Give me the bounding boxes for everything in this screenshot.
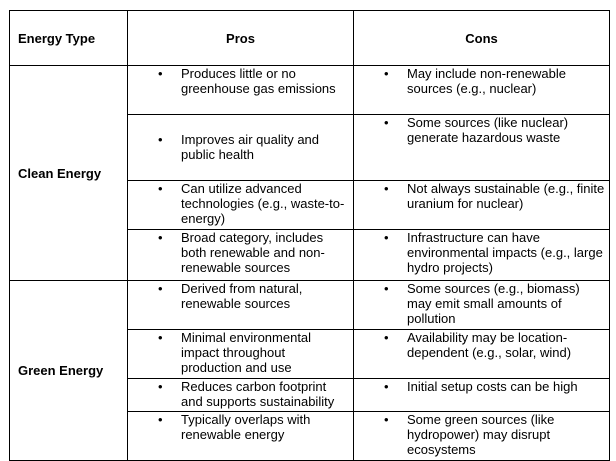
- pro-text: Typically overlaps with renewable energy: [181, 412, 311, 442]
- bullet-icon: •: [158, 379, 163, 394]
- bullet-icon: •: [158, 281, 163, 296]
- pro-text: Minimal environmental impact throughout production and use: [181, 330, 312, 375]
- bullet-icon: •: [384, 379, 389, 394]
- con-cell: [354, 379, 610, 412]
- bullet-icon: •: [158, 330, 163, 345]
- con-text: Not always sustainable (e.g., finite uranium for nuclear): [407, 181, 605, 211]
- pro-cell: [128, 330, 354, 379]
- con-text: May include non-renewable sources (e.g., nuclear): [407, 66, 566, 96]
- bullet-icon: •: [158, 230, 163, 245]
- pro-text: Improves air quality and public health: [181, 132, 320, 162]
- con-cell: [354, 66, 610, 115]
- bullet-icon: •: [384, 281, 389, 296]
- bullet-icon: •: [158, 412, 163, 427]
- table-row: [10, 281, 610, 330]
- pro-cell: [128, 412, 354, 461]
- energy-comparison-table: [9, 10, 610, 461]
- con-cell: [354, 330, 610, 379]
- pro-cell: [128, 379, 354, 412]
- header-energy-type: Energy Type: [10, 11, 128, 66]
- con-cell: [354, 181, 610, 230]
- pro-cell: [128, 181, 354, 230]
- table-row: [10, 66, 610, 115]
- header-cons: Cons: [354, 11, 610, 66]
- bullet-icon: •: [158, 181, 163, 196]
- energy-type-clean: Clean Energy: [10, 66, 128, 281]
- con-text: Some green sources (like hydropower) may disrupt ecosystems: [407, 412, 555, 457]
- con-text: Initial setup costs can be high: [407, 379, 578, 394]
- con-text: Some sources (like nuclear) generate hazardous waste: [407, 115, 569, 145]
- con-cell: [354, 115, 610, 181]
- pro-text: Broad category, includes both renewable and non-renewable sources: [181, 230, 325, 275]
- table-header-row: [10, 11, 610, 66]
- bullet-icon: •: [384, 66, 389, 81]
- energy-type-green: Green Energy: [10, 281, 128, 461]
- bullet-icon: •: [384, 412, 389, 427]
- bullet-icon: •: [158, 132, 163, 147]
- bullet-icon: •: [158, 66, 163, 81]
- pro-text: Can utilize advanced technologies (e.g., waste-to-energy): [181, 181, 345, 226]
- pro-cell: [128, 66, 354, 115]
- con-text: Infrastructure can have environmental impacts (e.g., large hydro projects): [407, 230, 603, 275]
- bullet-icon: •: [384, 330, 389, 345]
- pro-text: Reduces carbon footprint and supports sustainability: [181, 379, 335, 409]
- con-cell: [354, 230, 610, 281]
- bullet-icon: •: [384, 230, 389, 245]
- bullet-icon: •: [384, 181, 389, 196]
- pro-text: Derived from natural, renewable sources: [181, 281, 303, 311]
- pro-cell: [128, 281, 354, 330]
- pro-text: Produces little or no greenhouse gas emissions: [181, 66, 336, 96]
- con-cell: [354, 281, 610, 330]
- header-pros: Pros: [128, 11, 354, 66]
- con-text: Availability may be location-dependent (e.g., solar, wind): [407, 330, 572, 360]
- pro-cell: [128, 115, 354, 181]
- con-text: Some sources (e.g., biomass) may emit small amounts of pollution: [407, 281, 580, 326]
- pro-cell: [128, 230, 354, 281]
- con-cell: [354, 412, 610, 461]
- bullet-icon: •: [384, 115, 389, 130]
